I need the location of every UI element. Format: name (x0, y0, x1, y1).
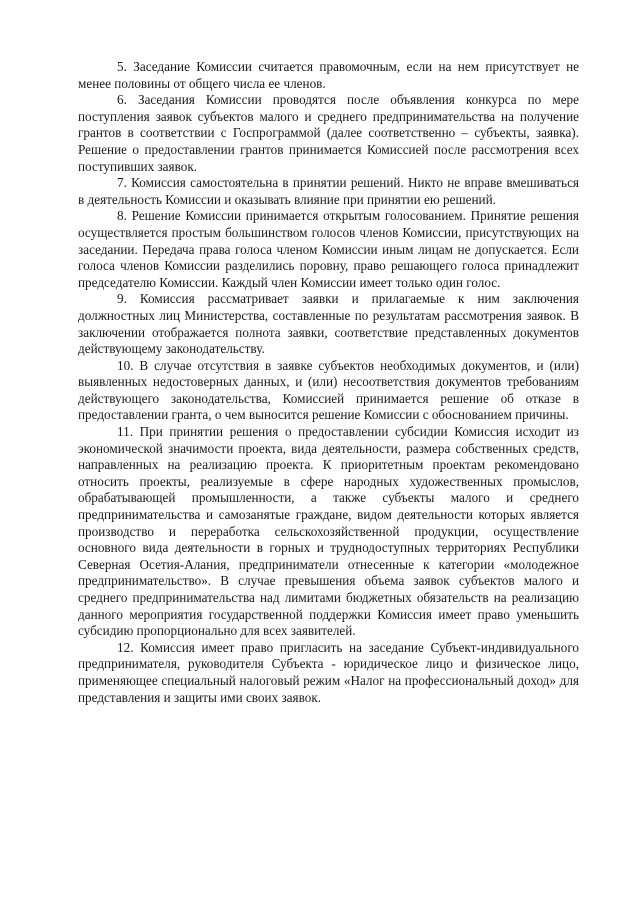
document-body (78, 59, 579, 706)
paragraph-5: 5. Заседание Комиссии считается правомочным, если на нем присутствует не менее половины от общего числа ее членов. (78, 59, 579, 91)
paragraph-12: 12. Комиссия имеет право пригласить на заседание Субъект-индивидуального предпринимателя, руководителя Субъекта - юридическое лицо и физическое лицо, применяющее специальный налоговый режим «Налог на профессиональный доход» для представления и защиты ими своих заявок. (78, 639, 579, 705)
paragraph-11: 11. При принятии решения о предоставлении субсидии Комиссия исходит из экономической значимости проекта, вида деятельности, размера собственных средств, направленных на реализацию проекта. К приоритетным проектам рекомендовано относить проекты, реализуемые в сфере народных художественных промыслов, обрабатывающей промышленности, а также субъекты малого и среднего предпринимательства и самозанятые граждане, видом деятельности которых является производство и переработка сельскохозяйственной продукции, осуществление основного вида деятельности в горных и труднодоступных территориях Республики Северная Осетия-Алания, предприниматели отнесенные к категории «молодежное предпринимательство». В случае превышения объема заявок субъектов малого и среднего предпринимательства над лимитами бюджетных обязательств на реализацию данного мероприятия государственной поддержки Комиссия имеет право уменьшить субсидию пропорционально для всех заявителей. (78, 424, 579, 639)
paragraph-10: 10. В случае отсутствия в заявке субъектов необходимых документов, и (или) выявленных недостоверных данных, и (или) несоответствия документов требованиям действующего законодательства, Комиссией принимается решение об отказе в предоставлении гранта, о чем выносится решение Комиссии с обоснованием причины. (78, 357, 579, 423)
paragraph-8: 8. Решение Комиссии принимается открытым голосованием. Принятие решения осуществляется простым большинством голосов членов Комиссии, присутствующих на заседании. Передача права голоса членом Комиссии иным лицам не допускается. Если голоса членов Комиссии разделились поровну, право решающего голоса принадлежит председателю Комиссии. Каждый член Комиссии имеет только один голос. (78, 208, 579, 290)
paragraph-9: 9. Комиссия рассматривает заявки и прилагаемые к ним заключения должностных лиц Министерства, составленные по результатам рассмотрения заявок. В заключении отображается полнота заявки, соответствие представленных документов действующему законодательству. (78, 291, 579, 357)
paragraph-6: 6. Заседания Комиссии проводятся после объявления конкурса по мере поступления заявок субъектов малого и среднего предпринимательства на получение грантов в соответствии с Госпрограммой (далее соответственно – субъекты, заявка). Решение о предоставлении грантов принимается Комиссией после рассмотрения всех поступивших заявок. (78, 92, 579, 174)
paragraph-7: 7. Комиссия самостоятельна в принятии решений. Никто не вправе вмешиваться в деятельность Комиссии и оказывать влияние при принятии ею решений. (78, 175, 579, 207)
